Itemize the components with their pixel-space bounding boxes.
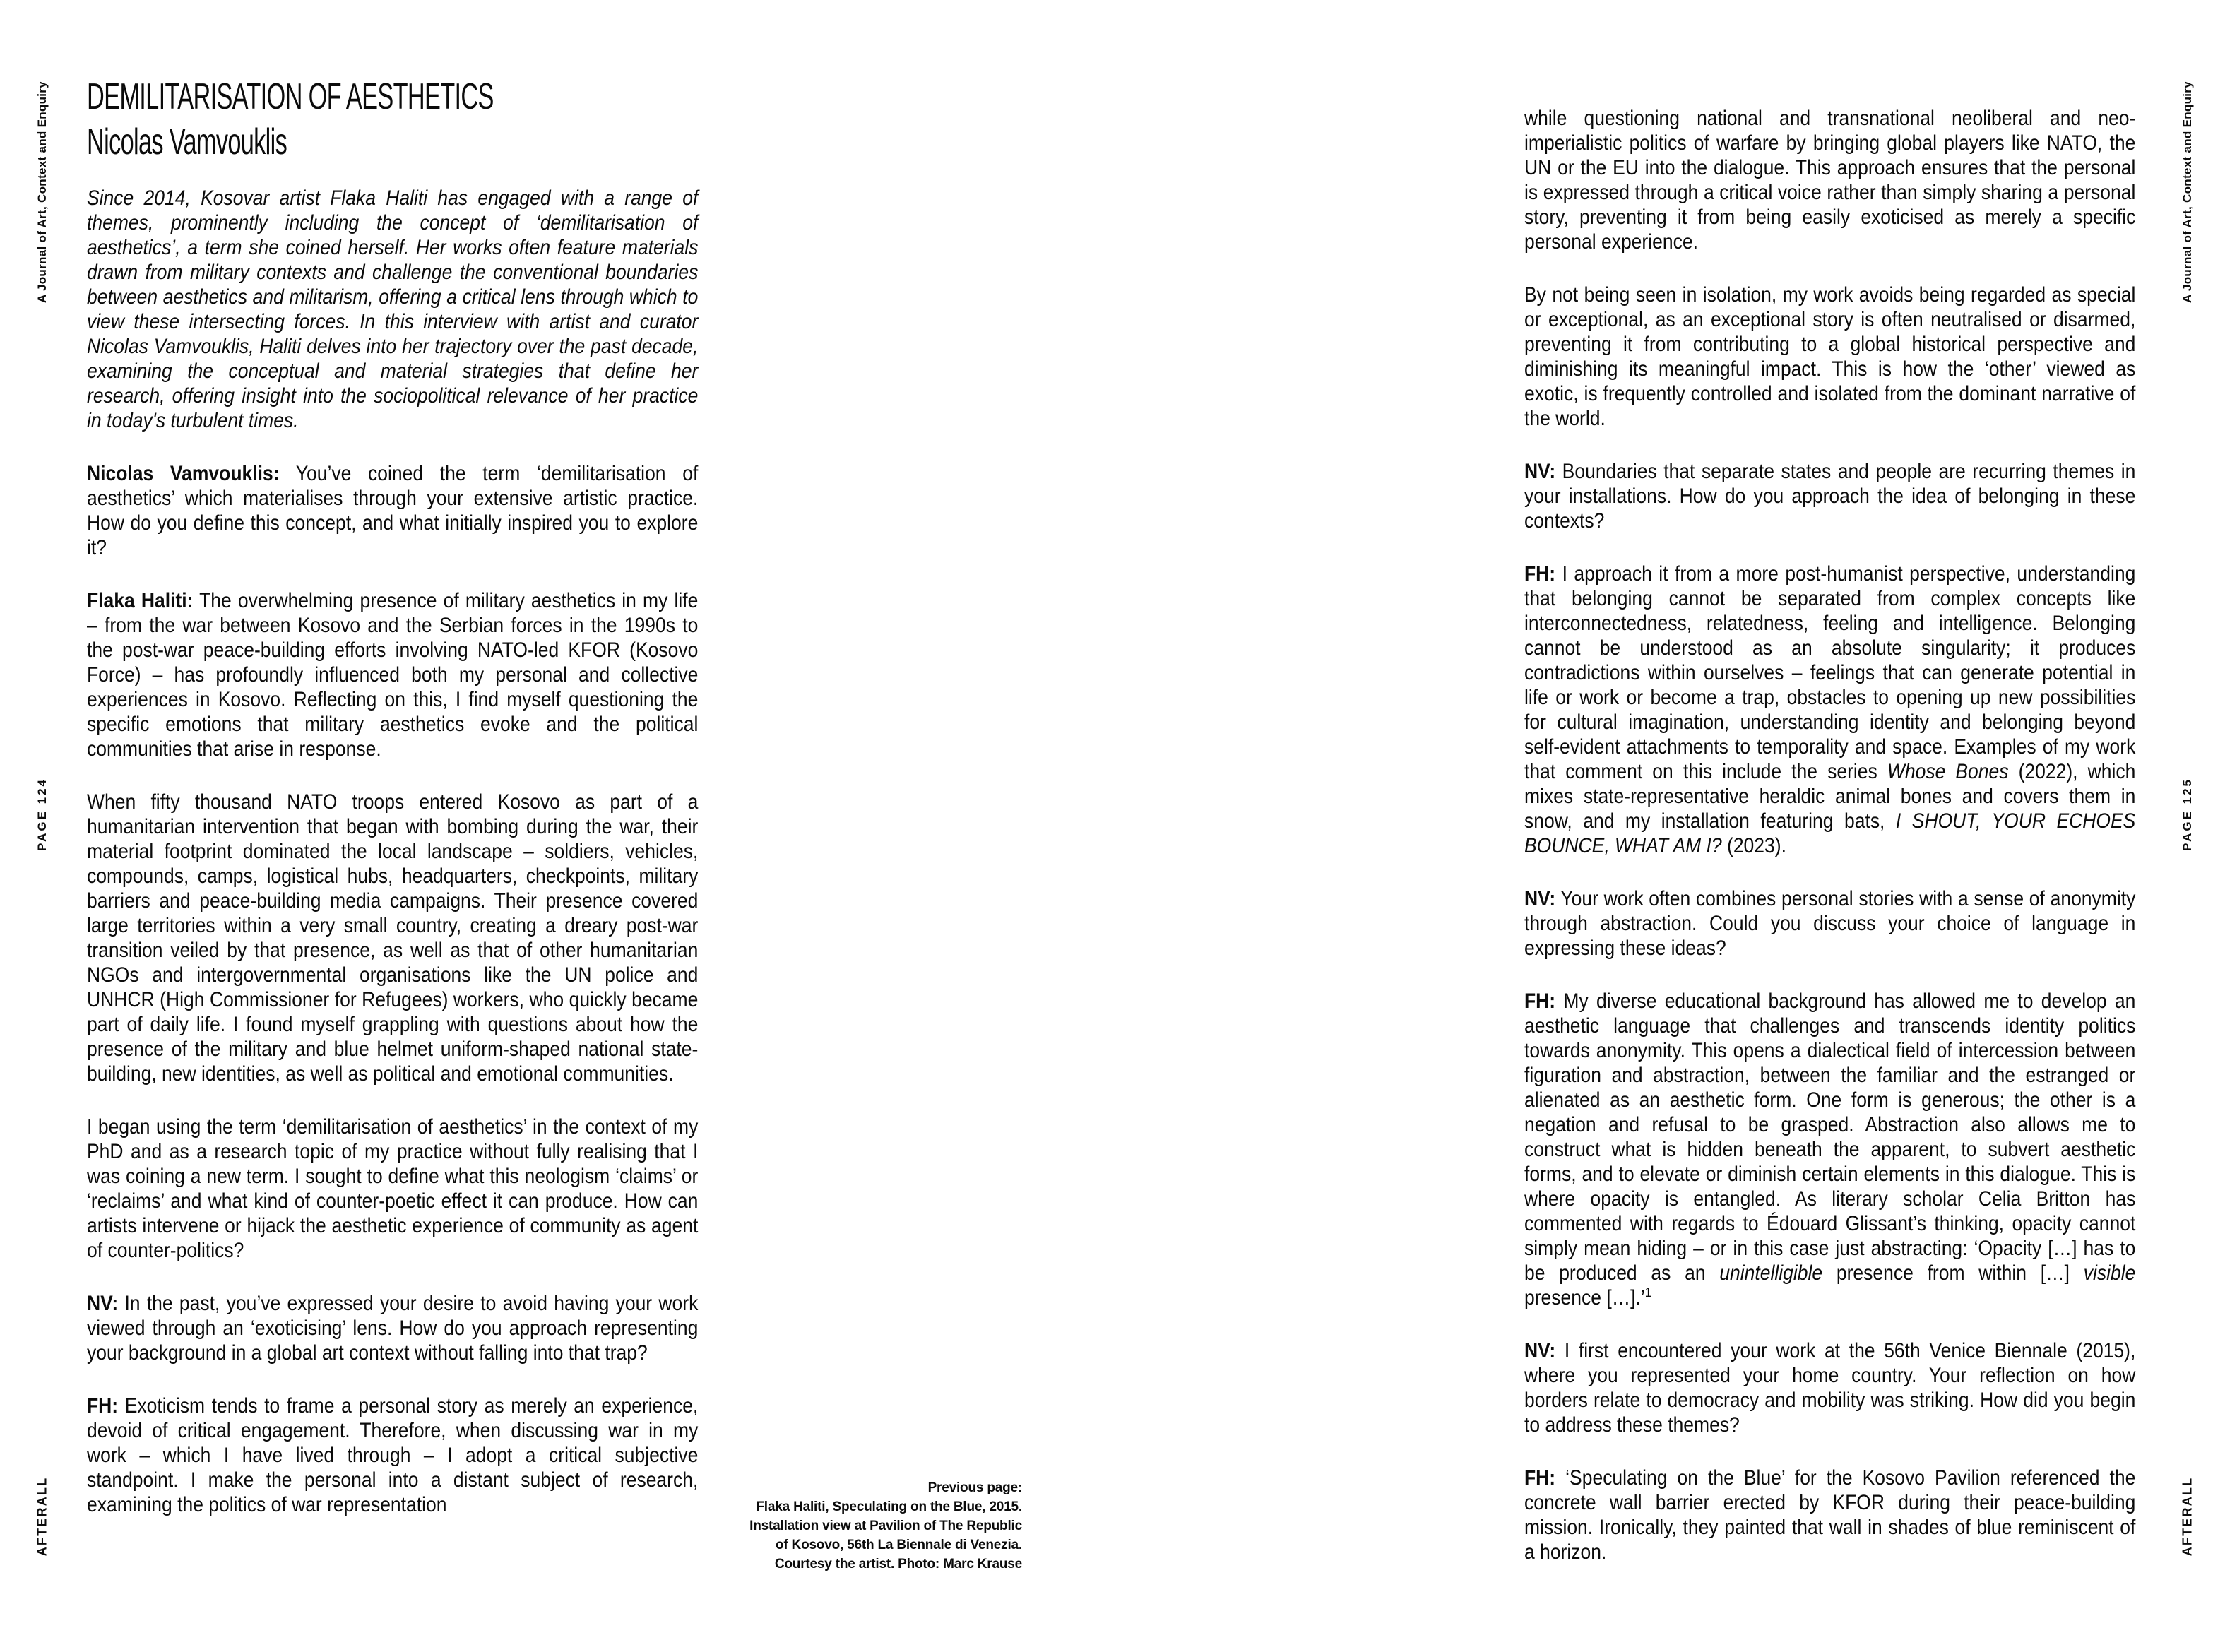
left-margin-journal-label: A Journal of Art, Context and Enquiry — [35, 81, 49, 303]
text-run: FH: — [87, 1394, 119, 1418]
image-caption — [717, 1478, 1022, 1574]
body-paragraph — [87, 790, 698, 1086]
body-paragraph — [1524, 886, 2135, 961]
text-run: while questioning national and transnational neoliberal and neo-imperialistic politics of warfare by bringing global players like NATO, the UN or the EU into the dialogue. This approach ensures that the personal is expressed through a critical voice rather than simply sharing a personal story, preventing it from being easily exoticised as merely a specific personal experience. — [1524, 107, 2136, 254]
article-header — [87, 74, 708, 165]
body-paragraph — [1524, 459, 2135, 533]
text-run: Boundaries that separate states and people are recurring themes in your installations. How do you approach the idea of belonging in these contexts? — [1524, 460, 2136, 533]
caption-line: Flaka Haliti, Speculating on the Blue, 2015. — [756, 1499, 1022, 1514]
text-run: presence from within […] — [1822, 1261, 2084, 1285]
left-margin-page-number: PAGE 124 — [35, 777, 49, 852]
text-run: (2022), which mixes state-representative heraldic animal bones and covers them in snow, and my installation featuring bats, — [1524, 760, 2136, 833]
intro-paragraph — [87, 186, 698, 433]
caption-line: Courtesy the artist. Photo: Marc Krause — [774, 1557, 1022, 1571]
left-column-text — [87, 186, 698, 1517]
body-paragraph — [1524, 1338, 2135, 1437]
page-title: DEMILITARISATION OF AESTHETICS — [87, 76, 494, 117]
right-margin-brand: AFTERALL — [2180, 1476, 2195, 1557]
text-run: You’ve coined the term ‘demilitarisation of aesthetics’ which materialises through your extensive artistic practice. How do you define this concept, and what initially inspired you to explore it? — [87, 462, 699, 559]
text-run: presence […].’ — [1524, 1286, 1645, 1309]
body-paragraph — [87, 461, 698, 560]
right-column — [1524, 106, 2146, 1564]
text-run: NV: — [1524, 1339, 1556, 1362]
text-run: NV: — [1524, 887, 1556, 910]
text-run: Exoticism tends to frame a personal story as merely an experience, devoid of critical engagement. Therefore, when discussing war in my work – which I have lived through – I adopt a critical subjective standpoint. I make the personal into a distant subject of research, examining the politics of war representation — [87, 1394, 699, 1516]
caption-line: of Kosovo, 56th La Biennale di Venezia. — [775, 1538, 1022, 1552]
text-run: By not being seen in isolation, my work avoids being regarded as special or exceptional, as an exceptional story is often neutralised or disarmed, preventing it from contributing to a global historical perspective and diminishing its meaningful impact. This is how the ‘other’ viewed as exotic, is frequently controlled and isolated from the dominant narrative of the world. — [1524, 283, 2136, 430]
body-paragraph — [1524, 106, 2135, 254]
body-paragraph — [1524, 283, 2135, 431]
text-run: FH: — [1524, 1466, 1556, 1490]
caption-line: Previous page: — [927, 1480, 1022, 1495]
body-paragraph — [1524, 1466, 2135, 1564]
right-margin-journal-label: A Journal of Art, Context and Enquiry — [2180, 81, 2194, 303]
text-run: Nicolas Vamvouklis: — [87, 462, 280, 485]
caption-line: Installation view at Pavilion of The Republic — [749, 1519, 1022, 1533]
body-paragraph — [87, 1393, 698, 1517]
text-run: NV: — [87, 1292, 119, 1315]
text-run: Whose Bones — [1887, 760, 2009, 783]
body-paragraph — [87, 1291, 698, 1365]
text-run: My diverse educational background has allowed me to develop an aesthetic language that challenges and transcends identity politics towards anonymity. This opens a dialectical field of intercession between figuration and abstraction, between the familiar and the estranged or alienated as an aesthetic form. One form is generous; the other is a negation and refusal to be grasped. Abstraction also allows me to construct what is hidden beneath the apparent, to subvert aesthetic forms, and to elevate or diminish certain elements in this dialogue. This is where opacity is entangled. As literary scholar Celia Britton has commented with regards to Édouard Glissant’s thinking, opacity cannot simply mean hiding – or in this case just abstracting: ‘Opacity […] has to be produced as an — [1524, 990, 2136, 1285]
author-name: Nicolas Vamvouklis — [87, 121, 287, 162]
body-paragraph — [87, 588, 698, 761]
text-run: 1 — [1644, 1285, 1651, 1300]
left-margin-brand: AFTERALL — [35, 1476, 49, 1557]
text-run: When fifty thousand NATO troops entered Kosovo as part of a humanitarian intervention that began with bombing during the war, their material footprint dominated the local landscape – soldiers, vehicles, compounds, camps, logistical hubs, headquarters, checkpoints, military barriers and peace-building media campaigns. Their presence covered large territories within a very small country, creating a dreary post-war transition veiled by that presence, as well as that of other humanitarian NGOs and intergovernmental organisations like the UN police and UNHCR (High Commissioner for Refugees) workers, who quickly became part of daily life. I found myself grappling with questions about how the presence of the military and blue helmet uniform-shaped national state-building, new identities, as well as political and emotional communities. — [87, 790, 699, 1086]
text-run: Your work often combines personal stories with a sense of anonymity through abstraction. Could you discuss your choice of language in expressing these ideas? — [1524, 887, 2136, 960]
text-run: FH: — [1524, 990, 1556, 1013]
text-run: visible — [2083, 1261, 2136, 1285]
text-run: I first encountered your work at the 56th Venice Biennale (2015), where you represented your home country. Your reflection on how borders relate to democracy and mobility was striking. How did you begin to address these themes? — [1524, 1339, 2136, 1437]
text-run: FH: — [1524, 562, 1556, 586]
body-paragraph — [1524, 561, 2135, 858]
right-column-text — [1524, 106, 2135, 1564]
right-margin-page-number: PAGE 125 — [2180, 777, 2194, 852]
left-column — [87, 74, 708, 1517]
text-run: unintelligible — [1719, 1261, 1823, 1285]
text-run: I approach it from a more post-humanist perspective, understanding that belonging cannot be separated from complex concepts like interconnectedness, relatedness, feeling and intelligence. Belonging cannot be understood as an absolute singularity; it produces contradictions within ourselves – feelings that can generate potential in life or work or become a trap, obstacles to opening up new possibilities for cultural imagination, understanding identity and belonging beyond self-evident attachments to temporality and space. Examples of my work that comment on this include the series — [1524, 562, 2136, 783]
text-run: Flaka Haliti: — [87, 589, 194, 612]
body-paragraph — [1524, 989, 2135, 1310]
text-run: I SHOUT, YOUR ECHOES BOUNCE, WHAT AM I? — [1524, 809, 2136, 857]
text-run: (2023). — [1721, 834, 1786, 857]
text-run: I began using the term ‘demilitarisation of aesthetics’ in the context of my PhD and as a research topic of my practice without fully realising that I was coining a new term. I sought to define what this neologism ‘claims’ or ‘reclaims’ and what kind of counter-poetic effect it can produce. How can artists intervene or hijack the aesthetic experience of community as agent of counter-politics? — [87, 1115, 699, 1262]
text-run: NV: — [1524, 460, 1556, 483]
text-run: In the past, you’ve expressed your desire to avoid having your work viewed through an ‘exoticising’ lens. How do you approach representing your background in a global art context without falling into that trap? — [87, 1292, 699, 1365]
text-run: Since 2014, Kosovar artist Flaka Haliti has engaged with a range of themes, prominently including the concept of ‘demilitarisation of aesthetics’, a term she coined herself. Her works often feature materials drawn from military contexts and challenge the conventional boundaries between aesthetics and militarism, offering a critical lens through which to view these intersecting forces. In this interview with artist and curator Nicolas Vamvouklis, Haliti delves into her trajectory over the past decade, examining the conceptual and material strategies that define her research, offering insight into the sociopolitical relevance of her practice in today's turbulent times. — [87, 186, 699, 432]
text-run: ‘Speculating on the Blue’ for the Kosovo Pavilion referenced the concrete wall barrier erected by KFOR during their peace-building mission. Ironically, they painted that wall in shades of blue reminiscent of a horizon. — [1524, 1466, 2136, 1564]
text-run: The overwhelming presence of military aesthetics in my life – from the war between Kosovo and the Serbian forces in the 1990s to the post-war peace-building efforts involving NATO-led KFOR (Kosovo Force) – has profoundly influenced both my personal and collective experiences in Kosovo. Reflecting on this, I find myself questioning the specific emotions that military aesthetics evoke and the political communities that arise in response. — [87, 589, 699, 761]
body-paragraph — [87, 1115, 698, 1263]
